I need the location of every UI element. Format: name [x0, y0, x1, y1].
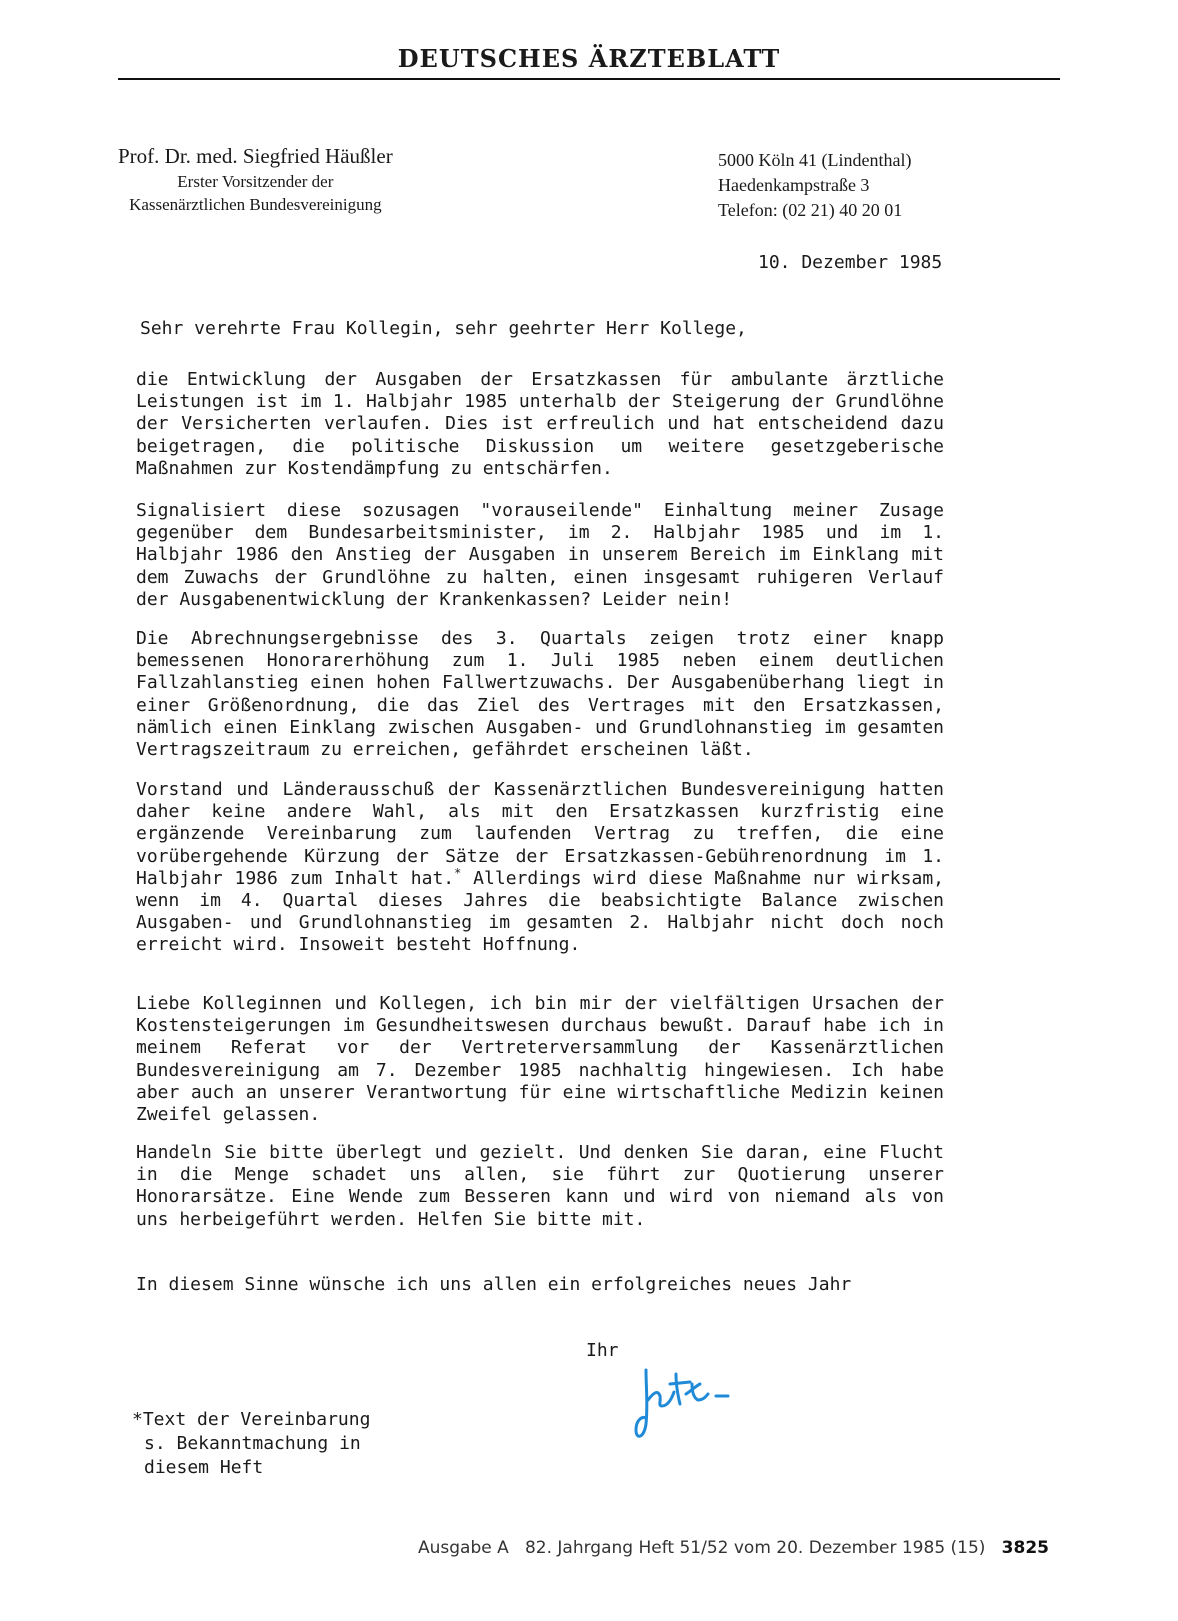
footnote-line3: diesem Heft	[144, 1457, 264, 1478]
paragraph-4	[136, 779, 944, 957]
paragraph-5: Liebe Kolleginnen und Kollegen, ich bin mir der vielfältigen Ursachen der Kostensteigerungen im Gesundheitswesen durchaus bewußt. Darauf habe ich in meinem Referat vor der Vertreterversammlung der Kassenärztlichen Bundesvereinigung am 7. Dezember 1985 nachhaltig hingewiesen. Ich habe aber auch an unserer Verantwortung für eine wirtschaftliche Medizin keinen Zweifel gelassen.	[136, 993, 944, 1126]
address-line1: 5000 Köln 41 (Lindenthal)	[718, 150, 912, 170]
paragraph-6: Handeln Sie bitte überlegt und gezielt. Und denken Sie daran, eine Flucht in die Menge schadet uns allen, sie führt zur Quotierung unserer Honorarsätze. Eine Wende zum Besseren kann und wird von niemand als von uns herbeigeführt werden. Helfen Sie bitte mit.	[136, 1142, 944, 1230]
footnote-line1: *Text der Vereinbarung	[132, 1409, 371, 1430]
page-number: 3825	[1001, 1538, 1049, 1558]
paragraph-3: Die Abrechnungsergebnisse des 3. Quartals zeigen trotz einer knapp bemessenen Honorarerhöhung zum 1. Juli 1985 neben einem deutlichen Fallzahlanstieg einen hohen Fallwertzuwachs. Der Ausgabenüberhang liegt in einer Größenordnung, die das Ziel des Vertrages mit den Ersatzkassen, nämlich einen Einklang zwischen Ausgaben- und Grundlohnanstieg im gesamten Vertragszeitraum zu erreichen, gefährdet erscheinen läßt.	[136, 628, 944, 761]
issue-footer	[418, 1538, 1049, 1558]
sender-block	[118, 142, 393, 216]
sender-role-line1: Erster Vorsitzender der	[177, 172, 334, 191]
masthead-rule	[118, 78, 1060, 80]
footnote-marker: *	[454, 865, 462, 880]
issue-info: Ausgabe A 82. Jahrgang Heft 51/52 vom 20. Dezember 1985 (15)	[418, 1538, 986, 1558]
sign-off: Ihr	[586, 1340, 619, 1361]
closing-line: In diesem Sinne wünsche ich uns allen ein erfolgreiches neues Jahr	[136, 1274, 852, 1295]
masthead-title: DEUTSCHES ÄRZTEBLATT	[397, 44, 781, 73]
paragraph-4-part1: Vorstand und Länderausschuß der Kassenärztlichen Bundesvereinigung hatten daher keine andere Wahl, als mit den Ersatzkassen kurzfristig eine ergänzende Vereinbarung zum laufenden Vertrag zu treffen, die eine vorübergehende Kürzung der Sätze der Ersatzkassen-Gebührenordnung im 1. Halbjahr 1986 zum Inhalt hat.	[136, 779, 944, 889]
sender-role-line2: Kassenärztlichen Bundesvereinigung	[129, 195, 382, 214]
paragraph-1: die Entwicklung der Ausgaben der Ersatzkassen für ambulante ärztliche Leistungen ist im 1. Halbjahr 1985 unterhalb der Steigerung der Grundlöhne der Versicherten verlaufen. Dies ist erfreulich und hat entscheidend dazu beigetragen, die politische Diskussion um weitere gesetzgeberische Maßnahmen zur Kostendämpfung zu entschärfen.	[136, 369, 944, 479]
footnote-line2: s. Bekanntmachung in	[144, 1433, 361, 1454]
footnote	[132, 1408, 370, 1480]
sender-name: Prof. Dr. med. Siegfried Häußler	[118, 144, 393, 168]
paragraph-4-part2: Allerdings wird diese Maßnahme nur wirksam, wenn im 4. Quartal dieses Jahres die beabsichtigte Balance zwischen Ausgaben- und Grundlohnanstieg im gesamten 2. Halbjahr nicht doch noch erreicht wird. Insoweit besteht Hoffnung.	[136, 867, 944, 956]
handwritten-signature	[634, 1366, 764, 1451]
paragraph-2: Signalisiert diese sozusagen "vorauseilende" Einhaltung meiner Zusage gegenüber dem Bundesarbeitsminister, im 2. Halbjahr 1985 und im 1. Halbjahr 1986 den Anstieg der Ausgaben in unserem Bereich im Einklang mit dem Zuwachs der Grundlöhne zu halten, einen insgesamt ruhigeren Verlauf der Ausgabenentwicklung der Krankenkassen? Leider nein!	[136, 500, 944, 610]
letter-date: 10. Dezember 1985	[758, 252, 943, 273]
salutation: Sehr verehrte Frau Kollegin, sehr geehrter Herr Kollege,	[140, 318, 747, 339]
address-phone: Telefon: (02 21) 40 20 01	[718, 200, 903, 220]
address-line2: Haedenkampstraße 3	[718, 175, 870, 195]
address-block	[718, 148, 911, 223]
